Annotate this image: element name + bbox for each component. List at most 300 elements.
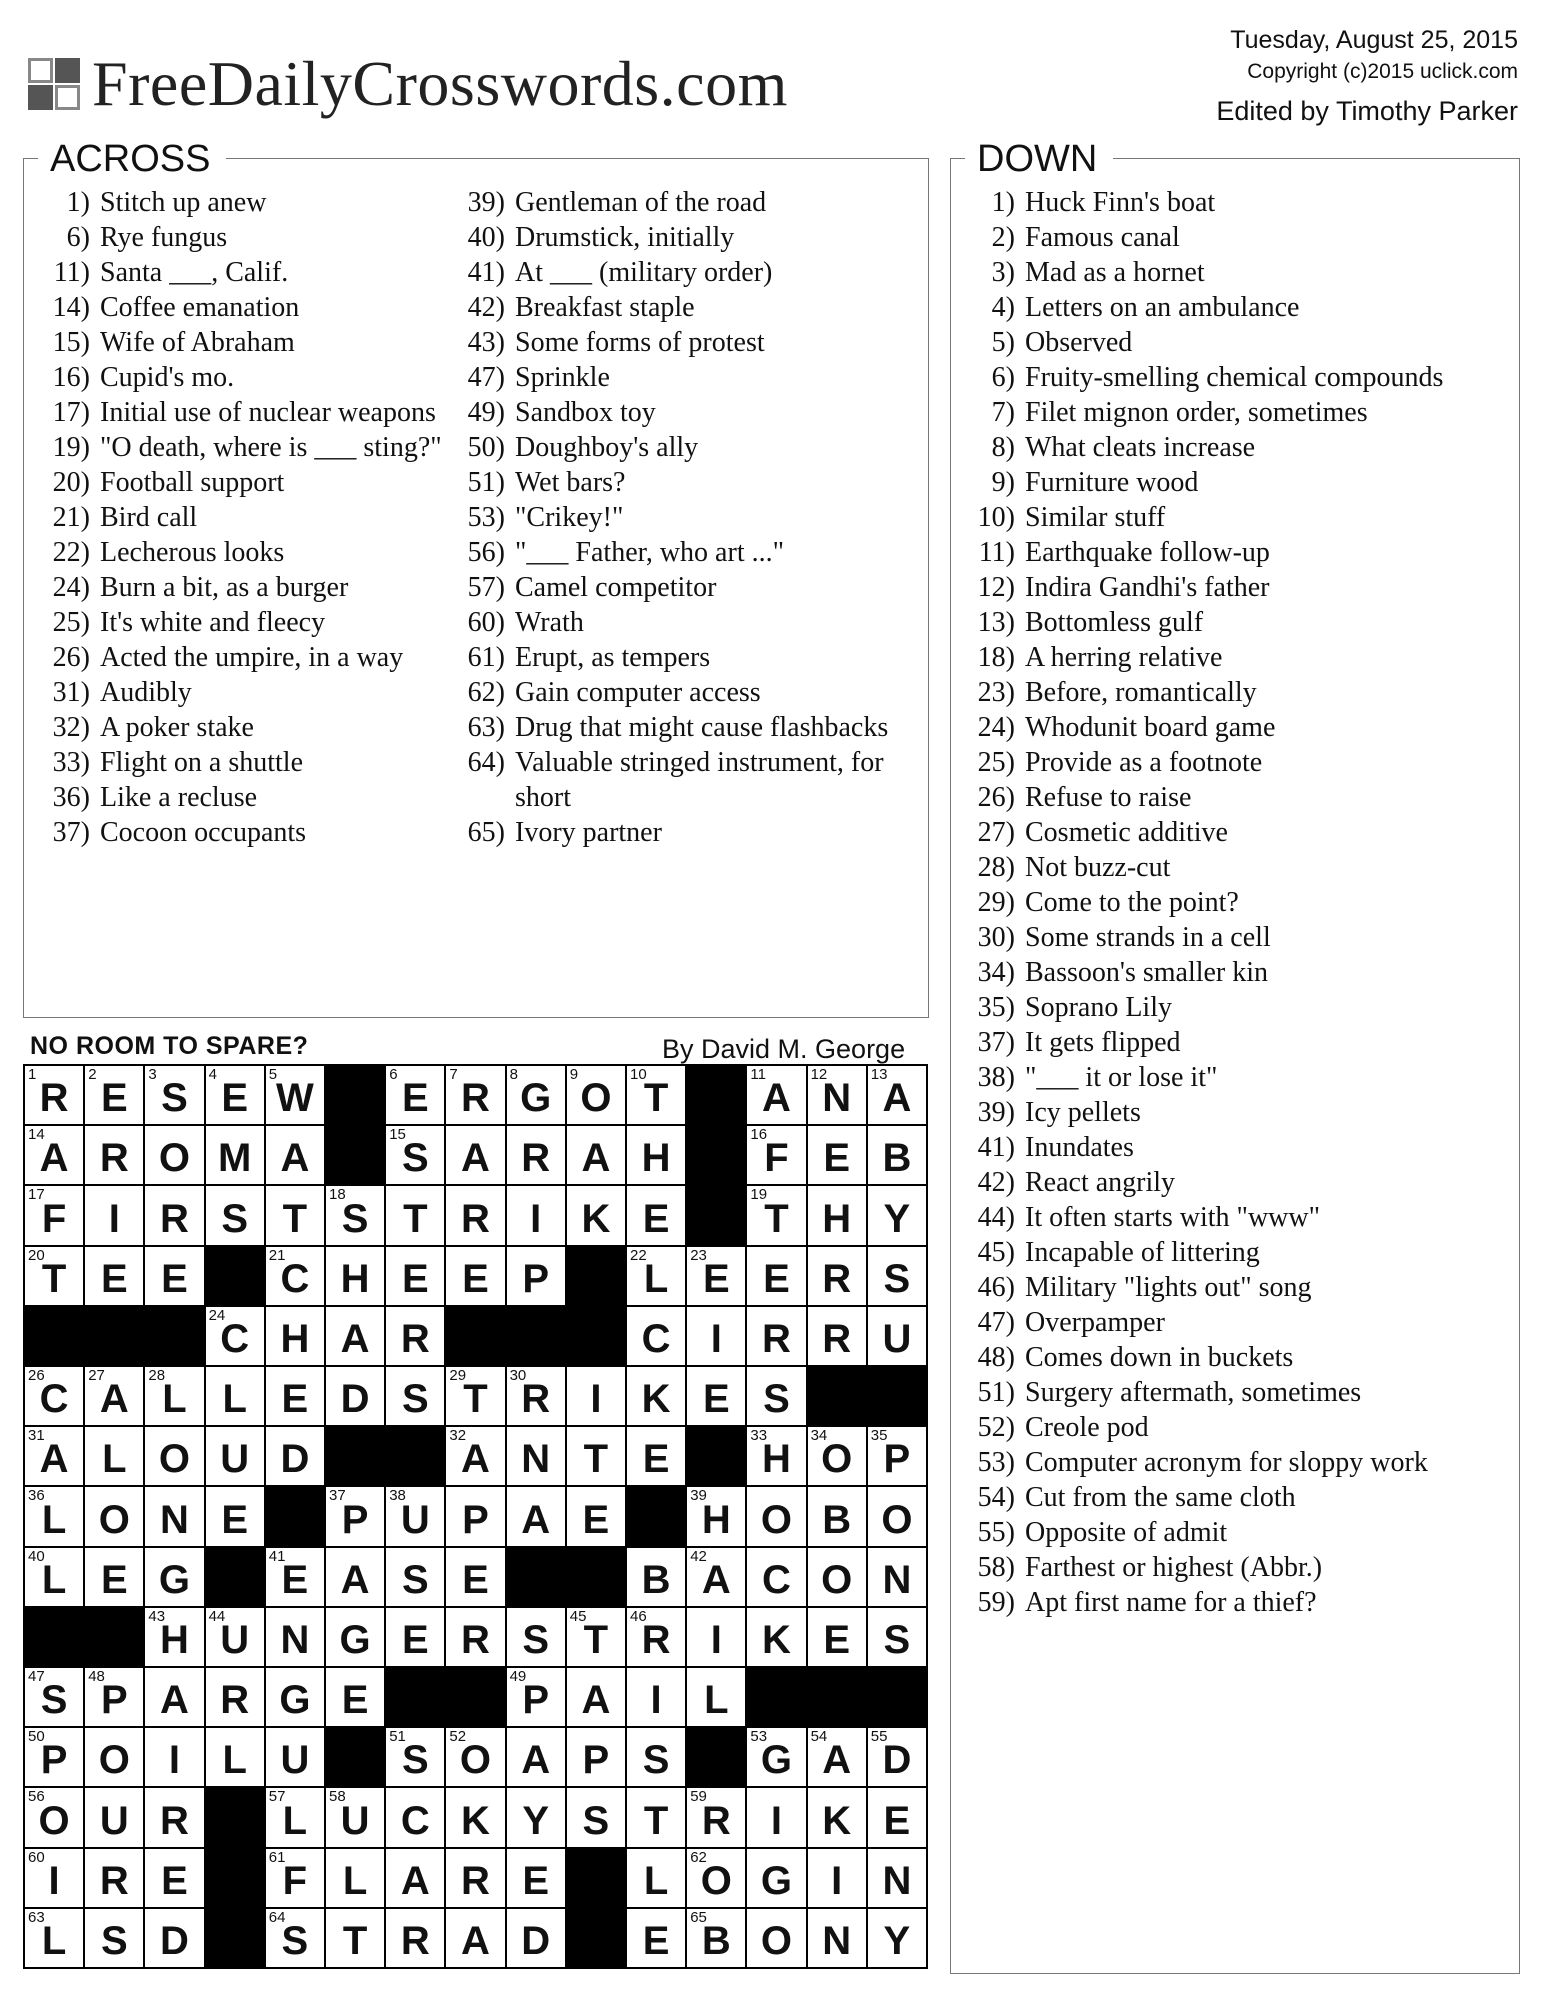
grid-cell[interactable] — [446, 1608, 504, 1666]
clue-item — [50, 325, 470, 360]
grid-cell[interactable] — [507, 1849, 565, 1907]
clue-text: Similar stuff — [1025, 502, 1166, 533]
grid-cell[interactable] — [868, 1186, 926, 1244]
grid-cell[interactable] — [145, 1427, 203, 1485]
grid-cell[interactable] — [266, 1608, 324, 1666]
grid-cell[interactable] — [627, 1849, 685, 1907]
clue-text: Mad as a hornet — [1025, 257, 1205, 288]
clue-number: 31) — [52, 677, 90, 708]
grid-cell[interactable] — [206, 1728, 264, 1786]
grid-cell[interactable] — [446, 1909, 504, 1967]
clue-item — [465, 675, 905, 710]
grid-cell[interactable] — [507, 1487, 565, 1545]
grid-cell[interactable] — [145, 1247, 203, 1305]
grid-cell-black — [687, 1186, 745, 1244]
clue-number: 46) — [977, 1272, 1015, 1303]
clue-item — [975, 850, 1515, 885]
grid-cell[interactable] — [687, 1788, 745, 1846]
across-clues-column-1 — [50, 185, 470, 850]
clue-item — [465, 255, 905, 290]
clue-text: Some strands in a cell — [1025, 922, 1271, 953]
grid-cell[interactable] — [627, 1066, 685, 1124]
grid-cell[interactable] — [25, 1126, 83, 1184]
clue-number: 41) — [977, 1132, 1015, 1163]
clue-item — [975, 885, 1515, 920]
cell-letter: H — [701, 1497, 731, 1542]
grid-cell[interactable] — [808, 1186, 866, 1244]
grid-cell-black — [747, 1668, 805, 1726]
grid-cell[interactable] — [567, 1066, 625, 1124]
grid-cell[interactable] — [687, 1367, 745, 1425]
grid-cell[interactable] — [507, 1247, 565, 1305]
grid-cell[interactable] — [868, 1487, 926, 1545]
grid-cell[interactable] — [627, 1126, 685, 1184]
cell-number: 12 — [810, 1066, 828, 1083]
cell-letter: O — [158, 1136, 191, 1181]
cell-letter: L — [643, 1858, 669, 1903]
grid-cell[interactable] — [627, 1367, 685, 1425]
clue-text: Overpamper — [1025, 1307, 1165, 1338]
grid-cell[interactable] — [627, 1909, 685, 1967]
grid-cell[interactable] — [85, 1909, 143, 1967]
grid-cell[interactable] — [687, 1487, 745, 1545]
grid-cell[interactable] — [145, 1126, 203, 1184]
grid-cell[interactable] — [747, 1788, 805, 1846]
clue-number: 27) — [977, 817, 1015, 848]
grid-cell[interactable] — [85, 1427, 143, 1485]
cell-number: 53 — [750, 1728, 768, 1746]
grid-cell[interactable] — [145, 1728, 203, 1786]
grid-cell[interactable] — [206, 1186, 264, 1244]
grid-cell[interactable] — [386, 1307, 444, 1365]
grid-cell[interactable] — [206, 1126, 264, 1184]
cell-letter: S — [40, 1678, 68, 1723]
clue-number: 61) — [467, 642, 505, 673]
grid-cell[interactable] — [85, 1487, 143, 1545]
grid-cell[interactable] — [145, 1367, 203, 1425]
clue-item — [465, 815, 905, 850]
clue-text: Indira Gandhi's father — [1025, 572, 1270, 603]
grid-cell[interactable] — [808, 1066, 866, 1124]
grid-cell[interactable] — [446, 1548, 504, 1606]
grid-cell[interactable] — [627, 1548, 685, 1606]
grid-cell[interactable] — [868, 1788, 926, 1846]
grid-cell[interactable] — [25, 1788, 83, 1846]
cell-letter: O — [98, 1738, 130, 1783]
clue-text: Earthquake follow-up — [1025, 537, 1270, 568]
grid-cell[interactable] — [687, 1909, 745, 1967]
cell-letter: A — [461, 1919, 490, 1963]
clue-text: Farthest or highest (Abbr.) — [1025, 1552, 1323, 1583]
cell-number: 35 — [870, 1427, 888, 1445]
grid-cell[interactable] — [868, 1247, 926, 1305]
grid-cell[interactable] — [507, 1126, 565, 1184]
grid-cell[interactable] — [25, 1487, 83, 1545]
grid-cell[interactable] — [446, 1849, 504, 1907]
clue-number: 47) — [977, 1307, 1015, 1338]
grid-cell[interactable] — [386, 1849, 444, 1907]
grid-cell[interactable] — [266, 1548, 324, 1606]
clue-number: 39) — [467, 187, 505, 218]
grid-cell[interactable] — [747, 1548, 805, 1606]
grid-cell[interactable] — [145, 1909, 203, 1967]
clue-text: Huck Finn's boat — [1025, 187, 1216, 218]
grid-cell[interactable] — [747, 1367, 805, 1425]
grid-cell[interactable] — [627, 1788, 685, 1846]
clue-text: It often starts with "www" — [1025, 1202, 1321, 1233]
grid-cell[interactable] — [567, 1367, 625, 1425]
grid-cell[interactable] — [446, 1728, 504, 1786]
grid-cell[interactable] — [868, 1728, 926, 1786]
grid-cell[interactable] — [326, 1247, 384, 1305]
grid-cell[interactable] — [85, 1668, 143, 1726]
grid-cell[interactable] — [326, 1186, 384, 1244]
grid-cell[interactable] — [326, 1307, 384, 1365]
cell-letter: E — [100, 1557, 128, 1602]
grid-cell[interactable] — [326, 1668, 384, 1726]
grid-cell[interactable] — [266, 1126, 324, 1184]
grid-cell[interactable] — [868, 1548, 926, 1606]
grid-cell[interactable] — [386, 1788, 444, 1846]
cell-letter: O — [760, 1919, 793, 1963]
grid-cell[interactable] — [868, 1307, 926, 1365]
grid-cell[interactable] — [507, 1427, 565, 1485]
grid-cell[interactable] — [266, 1367, 324, 1425]
clue-text: Erupt, as tempers — [515, 642, 711, 673]
clue-text: Drumstick, initially — [515, 222, 735, 253]
clue-number: 25) — [977, 747, 1015, 778]
grid-cell[interactable] — [266, 1909, 324, 1967]
grid-cell[interactable] — [386, 1066, 444, 1124]
cell-number: 19 — [750, 1186, 768, 1204]
grid-cell[interactable] — [567, 1668, 625, 1726]
grid-cell[interactable] — [446, 1186, 504, 1244]
cell-number: 17 — [28, 1186, 45, 1204]
clue-number: 65) — [467, 817, 505, 848]
grid-cell-black — [808, 1367, 866, 1425]
grid-cell[interactable] — [747, 1608, 805, 1666]
grid-cell[interactable] — [868, 1126, 926, 1184]
cell-letter: K — [822, 1798, 852, 1843]
grid-cell[interactable] — [747, 1909, 805, 1967]
grid-cell[interactable] — [627, 1668, 685, 1726]
cell-number: 57 — [268, 1788, 286, 1806]
clue-item — [50, 500, 470, 535]
cell-letter: O — [700, 1858, 732, 1903]
grid-cell[interactable] — [567, 1126, 625, 1184]
cell-letter: E — [642, 1919, 670, 1963]
grid-cell[interactable] — [25, 1668, 83, 1726]
grid-cell[interactable] — [386, 1608, 444, 1666]
clue-item — [50, 640, 470, 675]
grid-cell[interactable] — [567, 1487, 625, 1545]
grid-cell-black — [868, 1367, 926, 1425]
cell-number: 11 — [750, 1066, 766, 1083]
clue-item — [50, 745, 470, 780]
grid-cell[interactable] — [206, 1427, 264, 1485]
cell-letter: F — [41, 1196, 67, 1241]
grid-cell[interactable] — [85, 1126, 143, 1184]
grid-cell[interactable] — [386, 1487, 444, 1545]
grid-cell-black — [266, 1487, 324, 1545]
cell-letter: L — [222, 1377, 247, 1422]
grid-cell[interactable] — [687, 1608, 745, 1666]
grid-cell[interactable] — [85, 1728, 143, 1786]
grid-cell[interactable] — [145, 1668, 203, 1726]
grid-cell[interactable] — [868, 1608, 926, 1666]
clue-number: 16) — [52, 362, 90, 393]
clue-item — [975, 500, 1515, 535]
clue-number: 19) — [52, 432, 90, 463]
clue-number: 12) — [977, 572, 1015, 603]
cell-letter: L — [41, 1557, 67, 1602]
cell-letter: S — [582, 1798, 610, 1843]
grid-cell[interactable] — [627, 1307, 685, 1365]
grid-cell[interactable] — [386, 1728, 444, 1786]
cell-letter: K — [461, 1798, 490, 1843]
grid-cell[interactable] — [507, 1066, 565, 1124]
cell-letter: A — [340, 1557, 370, 1602]
clue-item — [975, 185, 1515, 220]
grid-cell[interactable] — [25, 1909, 83, 1967]
grid-cell[interactable] — [808, 1608, 866, 1666]
grid-cell[interactable] — [868, 1909, 926, 1967]
grid-cell[interactable] — [386, 1548, 444, 1606]
grid-cell[interactable] — [627, 1247, 685, 1305]
grid-cell[interactable] — [326, 1849, 384, 1907]
grid-cell[interactable] — [747, 1247, 805, 1305]
grid-cell[interactable] — [326, 1909, 384, 1967]
grid-cell-black — [206, 1548, 264, 1606]
cell-letter: B — [882, 1136, 912, 1181]
grid-cell[interactable] — [687, 1548, 745, 1606]
grid-cell[interactable] — [808, 1728, 866, 1786]
grid-cell[interactable] — [266, 1186, 324, 1244]
grid-cell[interactable] — [326, 1367, 384, 1425]
clue-item — [50, 535, 470, 570]
clue-item — [975, 325, 1515, 360]
grid-cell[interactable] — [206, 1066, 264, 1124]
grid-cell[interactable] — [25, 1548, 83, 1606]
grid-cell[interactable] — [808, 1548, 866, 1606]
grid-cell[interactable] — [627, 1186, 685, 1244]
grid-cell[interactable] — [145, 1788, 203, 1846]
grid-cell[interactable] — [266, 1788, 324, 1846]
grid-cell[interactable] — [266, 1668, 324, 1726]
grid-cell[interactable] — [25, 1247, 83, 1305]
grid-cell[interactable] — [25, 1728, 83, 1786]
grid-cell[interactable] — [507, 1909, 565, 1967]
cell-letter: R — [99, 1858, 129, 1903]
grid-cell[interactable] — [326, 1548, 384, 1606]
grid-cell[interactable] — [507, 1608, 565, 1666]
grid-cell[interactable] — [808, 1788, 866, 1846]
clue-text: Computer acronym for sloppy work — [1025, 1447, 1428, 1478]
grid-cell[interactable] — [808, 1247, 866, 1305]
grid-cell[interactable] — [808, 1909, 866, 1967]
grid-cell[interactable] — [266, 1247, 324, 1305]
grid-cell[interactable] — [507, 1728, 565, 1786]
cell-letter: N — [822, 1919, 852, 1963]
grid-cell[interactable] — [386, 1126, 444, 1184]
grid-cell[interactable] — [808, 1126, 866, 1184]
down-clues-column — [975, 185, 1515, 1620]
cell-letter: D — [340, 1377, 370, 1422]
cell-number: 13 — [870, 1066, 888, 1083]
grid-cell[interactable] — [446, 1367, 504, 1425]
grid-cell[interactable] — [868, 1427, 926, 1485]
cell-letter: A — [160, 1678, 189, 1723]
grid-cell[interactable] — [145, 1186, 203, 1244]
grid-cell[interactable] — [747, 1487, 805, 1545]
grid-cell[interactable] — [446, 1247, 504, 1305]
grid-cell[interactable] — [386, 1367, 444, 1425]
grid-cell[interactable] — [266, 1849, 324, 1907]
grid-cell[interactable] — [808, 1849, 866, 1907]
cell-letter: T — [643, 1076, 669, 1121]
grid-cell[interactable] — [446, 1126, 504, 1184]
clue-number: 26) — [977, 782, 1015, 813]
cell-number: 40 — [28, 1547, 45, 1565]
cell-number: 20 — [28, 1246, 45, 1264]
clue-item — [465, 220, 905, 255]
cell-letter: S — [883, 1256, 911, 1301]
grid-cell[interactable] — [85, 1367, 143, 1425]
grid-cell[interactable] — [386, 1186, 444, 1244]
grid-cell[interactable] — [567, 1186, 625, 1244]
grid-cell[interactable] — [868, 1849, 926, 1907]
grid-cell[interactable] — [326, 1788, 384, 1846]
grid-cell[interactable] — [25, 1367, 83, 1425]
grid-cell[interactable] — [206, 1487, 264, 1545]
grid-cell[interactable] — [266, 1728, 324, 1786]
grid-cell[interactable] — [206, 1608, 264, 1666]
grid-cell[interactable] — [206, 1367, 264, 1425]
grid-cell[interactable] — [446, 1788, 504, 1846]
grid-cell[interactable] — [145, 1548, 203, 1606]
clue-number: 6) — [66, 222, 90, 253]
cell-letter: E — [462, 1256, 489, 1301]
grid-cell[interactable] — [266, 1427, 324, 1485]
grid-cell[interactable] — [446, 1066, 504, 1124]
grid-logo-icon — [22, 55, 82, 113]
grid-cell[interactable] — [747, 1126, 805, 1184]
grid-cell[interactable] — [145, 1608, 203, 1666]
grid-cell[interactable] — [567, 1728, 625, 1786]
clue-item — [50, 290, 470, 325]
grid-cell[interactable] — [206, 1307, 264, 1365]
grid-cell[interactable] — [507, 1668, 565, 1726]
grid-cell[interactable] — [25, 1427, 83, 1485]
grid-cell[interactable] — [386, 1247, 444, 1305]
grid-cell[interactable] — [25, 1066, 83, 1124]
cell-letter: R — [99, 1136, 129, 1181]
grid-cell[interactable] — [808, 1307, 866, 1365]
grid-cell[interactable] — [206, 1668, 264, 1726]
clue-text: Valuable stringed instrument, for short — [515, 747, 884, 813]
cell-letter: G — [339, 1618, 371, 1662]
grid-cell[interactable] — [687, 1849, 745, 1907]
clue-item — [50, 360, 470, 395]
grid-cell-black — [687, 1126, 745, 1184]
grid-cell[interactable] — [25, 1849, 83, 1907]
grid-cell[interactable] — [687, 1668, 745, 1726]
clue-number: 44) — [977, 1202, 1015, 1233]
grid-cell[interactable] — [85, 1247, 143, 1305]
grid-cell[interactable] — [567, 1788, 625, 1846]
cell-number: 58 — [329, 1788, 346, 1806]
grid-cell[interactable] — [446, 1427, 504, 1485]
cell-letter: S — [642, 1738, 670, 1783]
grid-cell[interactable] — [747, 1849, 805, 1907]
clue-item — [50, 710, 470, 745]
clue-text: Fruity-smelling chemical compounds — [1025, 362, 1444, 393]
grid-cell[interactable] — [85, 1066, 143, 1124]
cell-number: 18 — [329, 1186, 346, 1204]
grid-cell[interactable] — [747, 1427, 805, 1485]
grid-cell[interactable] — [567, 1427, 625, 1485]
cell-letter: C — [400, 1798, 430, 1843]
grid-cell[interactable] — [85, 1548, 143, 1606]
grid-cell[interactable] — [627, 1427, 685, 1485]
grid-cell[interactable] — [747, 1066, 805, 1124]
grid-cell[interactable] — [85, 1849, 143, 1907]
grid-cell[interactable] — [145, 1487, 203, 1545]
grid-cell[interactable] — [507, 1788, 565, 1846]
grid-cell[interactable] — [507, 1367, 565, 1425]
clue-text: Sprinkle — [515, 362, 610, 393]
grid-cell[interactable] — [85, 1186, 143, 1244]
cell-letter: T — [403, 1196, 428, 1241]
grid-cell[interactable] — [25, 1186, 83, 1244]
grid-cell[interactable] — [747, 1186, 805, 1244]
cell-letter: S — [281, 1919, 309, 1963]
grid-cell[interactable] — [326, 1487, 384, 1545]
grid-cell[interactable] — [507, 1186, 565, 1244]
grid-cell[interactable] — [868, 1066, 926, 1124]
grid-cell[interactable] — [808, 1487, 866, 1545]
clue-number: 37) — [977, 1027, 1015, 1058]
cell-letter: E — [522, 1858, 550, 1903]
grid-cell[interactable] — [567, 1608, 625, 1666]
grid-cell[interactable] — [145, 1066, 203, 1124]
grid-cell[interactable] — [687, 1247, 745, 1305]
grid-cell[interactable] — [326, 1608, 384, 1666]
cell-letter: A — [340, 1317, 370, 1361]
grid-cell[interactable] — [627, 1608, 685, 1666]
grid-cell[interactable] — [266, 1307, 324, 1365]
cell-letter: L — [643, 1256, 669, 1301]
cell-letter: P — [40, 1738, 68, 1783]
cell-letter: E — [462, 1557, 489, 1602]
cell-number: 44 — [208, 1607, 226, 1625]
clue-text: "Crikey!" — [515, 502, 624, 533]
grid-cell-black — [627, 1487, 685, 1545]
cell-letter: A — [581, 1678, 611, 1723]
grid-cell[interactable] — [747, 1307, 805, 1365]
grid-cell[interactable] — [808, 1427, 866, 1485]
grid-cell[interactable] — [266, 1066, 324, 1124]
grid-cell[interactable] — [446, 1487, 504, 1545]
clue-text: Soprano Lily — [1025, 992, 1172, 1023]
grid-cell[interactable] — [747, 1728, 805, 1786]
grid-cell[interactable] — [687, 1307, 745, 1365]
grid-cell[interactable] — [627, 1728, 685, 1786]
grid-cell[interactable] — [145, 1849, 203, 1907]
clue-text: Sandbox toy — [515, 397, 656, 428]
grid-cell[interactable] — [85, 1788, 143, 1846]
grid-cell[interactable] — [386, 1909, 444, 1967]
